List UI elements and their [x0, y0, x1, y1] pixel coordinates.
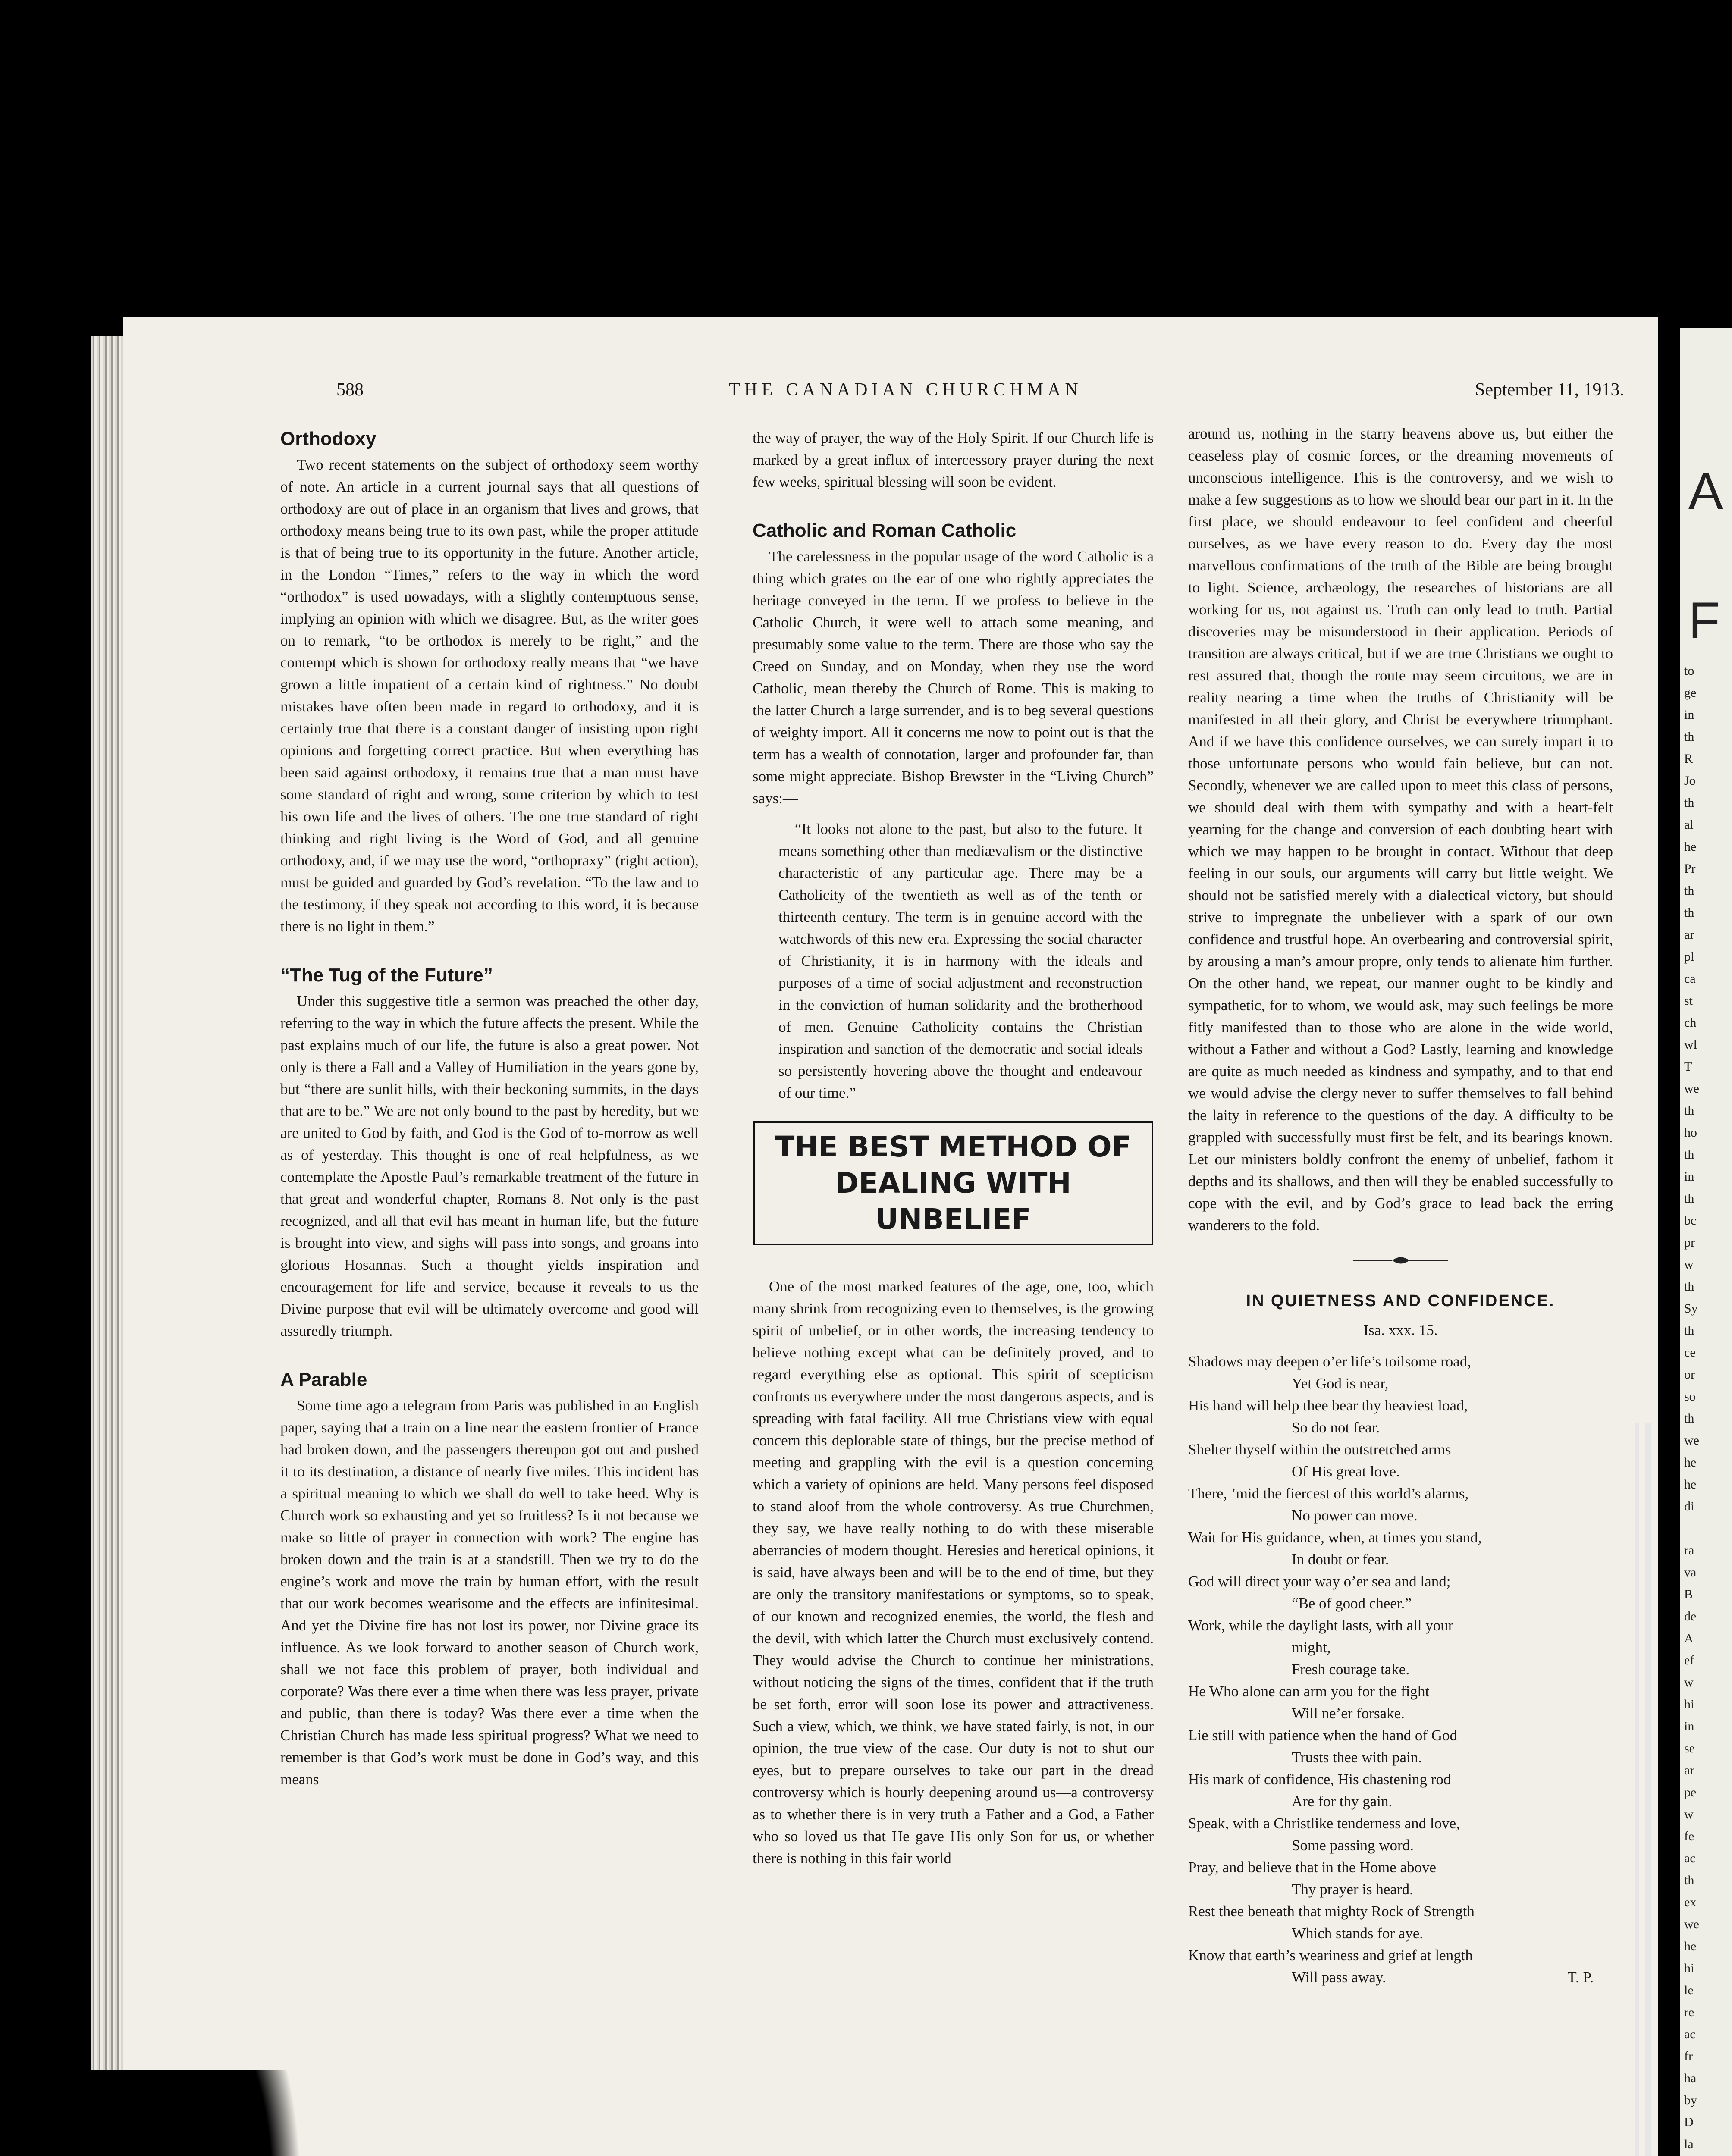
- poem-line: Wait for His guidance, when, at times you stand,: [1188, 1529, 1482, 1546]
- poem-line: His mark of confidence, His chastening rod: [1188, 1771, 1451, 1788]
- article-paragraph: around us, nothing in the starry heavens above us, but either the ceaseless play of cosmic forces, or the dreaming movements of unconscious intelligence. This is the controversy, and we wish to make a few suggestions as to how we should bear our part in it. In the first place, we should endeavour to feel confident and cheerful ourselves, as we have every reason to do. Every day the most marvellous confirmations of the truth of the Bible are being brought to light. Science, archæology, the researches of historians are all working for us, not against us. Truth can only lead to truth. Partial discoveries may be misunderstood in their application. Periods of transition are always critical, but if we are true Christians we ought to rest assured that, though the route may seem circuitous, we are in reality nearing a time when the truths of Christianity will be manifested in all their glory, and Christ be everywhere triumphant. And if we have this confidence ourselves, we can surely impart it to those unfortunate persons who would fain believe, but can not. Secondly, whenever we are called upon to meet this class of persons, we should deal with them with sympathy and with a heart-felt yearning for the change and conversion of each doubting heart with which we may happen to be brought in contact. Without that deep feeling in our souls, our arguments will carry but little weight. We should not be satisfied merely with a dialectical victory, but should strive to impregnate the unbeliever with a spark of our own confidence and trustful hope. An overbearing and controversial spirit, by arousing a man’s amour propre, only tends to alienate him further. On the other hand, we repeat, our manner ought to be kindly and sympathetic, for to whom, we would ask, may such feelings be more fitly manifested than to those who are alone in the wide world, without a Father and without a God? Lastly, learning and knowledge are quite as much needed as kindness and sympathy, and to that end we would advise the clergy never to suffer themselves to fall behind the laity in reference to the questions of the day. A difficulty to be grappled with successfully must first be felt, and its bearings known. Let our ministers boldly confront the enemy of unbelief, fathom it depths and its shallows, and then will they be enabled successfully to cope with the evil, and by God’s grace to lead back the erring wanderers to the fold.: [1188, 425, 1613, 1234]
- poem-closing: [1188, 1966, 1594, 1988]
- page-header: [242, 379, 1647, 410]
- article-heading: “The Tug of the Future”: [280, 965, 493, 986]
- article-paragraph: Some time ago a telegram from Paris was published in an English paper, saying that a train on a line near the eastern frontier of France had broken down, and the passengers thereupon got out and pushed it to its destination, a distance of nearly five miles. This incident has a spiritual meaning to which we shall do well to take heed. Why is Church work so exhausting and yet so fruitless? Is it not because we make so little of prayer in connection with work? The engine has broken down and the train is at a standstill. Then we try to do the engine’s work and move the train by human effort, with the result that our work becomes wearisome and the effects are infinitesimal. And yet the Divine fire has not lost its power, nor Divine grace its influence. As we look forward to another season of Church work, shall we not face this problem of prayer, both individual and corporate? Was there ever a time when there was less prayer, private and public, than there is today? Was there ever a time when the Christian Church has made less spiritual progress? What we need to remember is that God’s work must be done in God’s way, and this means: [280, 1397, 699, 1788]
- article-paragraph: One of the most marked features of the age, one, too, which many shrink from recognizing even to themselves, is the growing spirit of unbelief, or in other words, the increasing tendency to believe nothing except what can be definitely proved, and to regard everything else as optional. This spirit of scepticism confronts us everywhere under the most dangerous aspects, and is spreading with fatal facility. All true Christians view with equal concern this deplorable state of things, but the precise method of meeting and grappling with the evil is a question concerning which a variety of opinions are held. Many persons feel disposed to stand aloof from the whole controversy. As true Churchmen, they say, we have really nothing to do with these miserable aberrancies of modern thought. Heresies and heretical opinions, it is said, have always been and will be to the end of time, but they are only the transitory manifestations or symptoms, so to speak, of our known and recognized enemies, the world, the flesh and the devil, with which latter the Church must exclusively contend. They would advise the Church to continue her ministrations, without noticing the signs of the times, confident that if the truth be set forth, error will soon lose its power and attractiveness. Such a view, which, we think, we have stated fairly, is not, in our opinion, the true view of the case. Our duty is not to shut our eyes, but to prepare ourselves to take our part in the dread controversy which is hourly deepening around us—a controversy as to whether there is in very truth a Father and a God, a Father who so loved us that He gave His only Son for us, or whether there is nothing in this fair world: [753, 1278, 1154, 1867]
- facing-page-letter: A: [1688, 462, 1723, 520]
- article-paragraph: Under this suggestive title a sermon was preached the other day, referring to the way in which the future affects the present. While the past explains much of our life, the future is also a great power. Not only is there a Fall and a Valley of Humiliation in the years gone by, but “there are sunlit hills, with their beckoning summits, in the days that are to be.” We are not only bound to the past by heredity, but we are united to God by faith, and God is the God of to-morrow as well as of yesterday. This thought is one of real helpfulness, as we contemplate the Apostle Paul’s remarkable treatment of the future in that great and wonderful chapter, Romans 8. Not only is the past recognized, and all that evil has meant in human life, but the future is brought into view, and sighs will pass into songs, and groans into glorious Hosannas. Such a thought yields inspiration and encouragement for life and service, because it reveals to us the Divine purpose that evil will be ultimately overcome and good will assuredly triumph.: [280, 993, 699, 1339]
- book-page-edges: [91, 336, 125, 2156]
- poem-line: Are for thy gain.: [1292, 1793, 1393, 1810]
- poem-line: Know that earth’s weariness and grief at length: [1188, 1947, 1473, 1964]
- poem-line: God will direct your way o’er sea and land;: [1188, 1573, 1451, 1590]
- column-3: [1188, 423, 1613, 1988]
- poem-line: Shadows may deepen o’er life’s toilsome road,: [1188, 1353, 1472, 1370]
- block-quote: “It looks not alone to the past, but also to the future. It means something other than mediævalism or the distinctive characteristic of any particular age. There may be a Catholicity of the twentieth as well as of the tenth or thirteenth century. The term is in genuine accord with the watchwords of this new era. Expressing the social character of Christianity, it is in harmony with the ideals and purposes of a time of social adjustment and reconstruction in the conviction of human solidarity and the brotherhood of men. Genuine Catholicity contains the Christian inspiration and sanction of the democratic and social ideals so persistently hovering above the thought and endeavour of our time.”: [778, 821, 1142, 1101]
- poem-line: Shelter thyself within the outstretched arms: [1188, 1441, 1451, 1458]
- poem-line: Some passing word.: [1292, 1837, 1414, 1854]
- poem-line: So do not fear.: [1292, 1419, 1380, 1436]
- poem-line: In doubt or fear.: [1292, 1551, 1389, 1568]
- poem-reference: Isa. xxx. 15.: [1363, 1322, 1438, 1338]
- poem-line: Will ne’er forsake.: [1292, 1705, 1405, 1722]
- article-paragraph: Two recent statements on the subject of orthodoxy seem worthy of note. An article in a current journal says that all questions of orthodoxy are out of place in an organism that lives and grows, that orthodoxy means being true to its own past, while the proper attitude is that of being true to its opportunity in the future. Another article, in the London “Times,” refers to the way in which the word “orthodox” is used nowadays, with a slightly contemptuous sense, implying an opinion with which we disagree. But, as the writer goes on to remark, “to be orthodox is merely to be right,” and the contempt which is shown for orthodoxy really means that “we have grown a little impatient of a certain kind of rightness.” No doubt mistakes have often been made in regard to orthodoxy, and it is certainly true that there is a constant danger of insisting upon right opinions and forgetting correct practice. But when everything has been said against orthodoxy, it remains true that a man must have some standard of right and wrong, some criterion by which to test his own life and the lives of others. The one true standard of right thinking and right living is the Word of God, and all genuine orthodoxy, and, if we may use the word, “orthopraxy” (right action), must be guided and guarded by God’s revelation. “To the law and to the testimony, if they speak not according to this word, it is because there is no light in them.”: [280, 456, 699, 935]
- poem-body: [1188, 1351, 1613, 1966]
- column-2: [753, 427, 1154, 1869]
- poem-title: IN QUIETNESS AND CONFIDENCE.: [1246, 1292, 1555, 1310]
- poem-line: “Be of good cheer.”: [1292, 1595, 1412, 1612]
- poem-line: Work, while the daylight lasts, with all your: [1188, 1617, 1453, 1634]
- poem-line: Of His great love.: [1292, 1463, 1400, 1480]
- issue-date: September 11, 1913.: [1475, 380, 1625, 400]
- facing-page-letter: F: [1688, 592, 1720, 649]
- column-1: [280, 427, 699, 1790]
- article-heading: Orthodoxy: [280, 428, 377, 449]
- article-paragraph: the way of prayer, the way of the Holy Spirit. If our Church life is marked by a great influx of intercessory prayer during the next few weeks, spiritual blessing will soon be evident.: [753, 429, 1154, 490]
- poem-line: Speak, with a Christlike tenderness and love,: [1188, 1815, 1460, 1832]
- poem-line: Pray, and believe that in the Home above: [1188, 1859, 1437, 1876]
- poem-line: There, ’mid the fiercest of this world’s alarms,: [1188, 1485, 1469, 1502]
- binding-strip: [1635, 1423, 1639, 2156]
- article-heading: Catholic and Roman Catholic: [753, 520, 1017, 541]
- thumb-shadow: [78, 2070, 302, 2156]
- publication-title: THE CANADIAN CHURCHMAN: [729, 380, 1082, 400]
- poem-line: Thy prayer is heard.: [1292, 1881, 1413, 1898]
- page-number: 588: [336, 380, 364, 400]
- article-paragraph: The carelessness in the popular usage of the word Catholic is a thing which grates on the ear of one who rightly appreciates the heritage conveyed in the term. If we profess to believe in the Catholic Church, it were well to attach some meaning, and presumably some value to the term. There are those who say the Creed on Sunday, and on Monday, when they use the word Catholic, mean thereby the Church of Rome. This is making to the latter Church a large surrender, and is to beg several questions of weighty import. All it concerns me now to point out is that the term has a wealth of connotation, larger and profounder far, than some might appreciate. Bishop Brewster in the “Living Church” says:—: [753, 548, 1154, 807]
- poem-line: Will pass away.: [1292, 1969, 1386, 1986]
- headline-line: THE BEST METHOD OF: [775, 1130, 1131, 1163]
- poem-signature: T. P.: [1567, 1969, 1594, 1986]
- facing-page-fragment: [1680, 328, 1732, 2156]
- poem-line: Fresh courage take.: [1292, 1661, 1410, 1678]
- article-heading: A Parable: [280, 1369, 367, 1390]
- boxed-headline: [753, 1121, 1153, 1245]
- poem-line: Yet God is near,: [1292, 1375, 1389, 1392]
- poem-line: His hand will help thee bear thy heaviest load,: [1188, 1397, 1468, 1414]
- poem-line: Which stands for aye.: [1292, 1925, 1424, 1942]
- poem-line: No power can move.: [1292, 1507, 1418, 1524]
- poem-line: Lie still with patience when the hand of God: [1188, 1727, 1458, 1744]
- poem-line: might,: [1292, 1639, 1331, 1656]
- binding-strip: [1645, 1423, 1651, 2156]
- ornamental-rule: [1188, 1251, 1613, 1273]
- headline-line: DEALING WITH UNBELIEF: [835, 1166, 1071, 1236]
- poem-line: Rest thee beneath that mighty Rock of Strength: [1188, 1903, 1475, 1920]
- poem-line: He Who alone can arm you for the fight: [1188, 1683, 1430, 1700]
- poem-line: Trusts thee with pain.: [1292, 1749, 1422, 1766]
- facing-page-text: to ge in th R Jo th al he Pr th th ar pl ca st ch wl T we th ho th in th bc pr w th Sy th ce or so th we he he di ra va B de A ef w hi in se ar pe w fe ac th ex we he hi le re ac fr ha by D la: [1684, 664, 1699, 2151]
